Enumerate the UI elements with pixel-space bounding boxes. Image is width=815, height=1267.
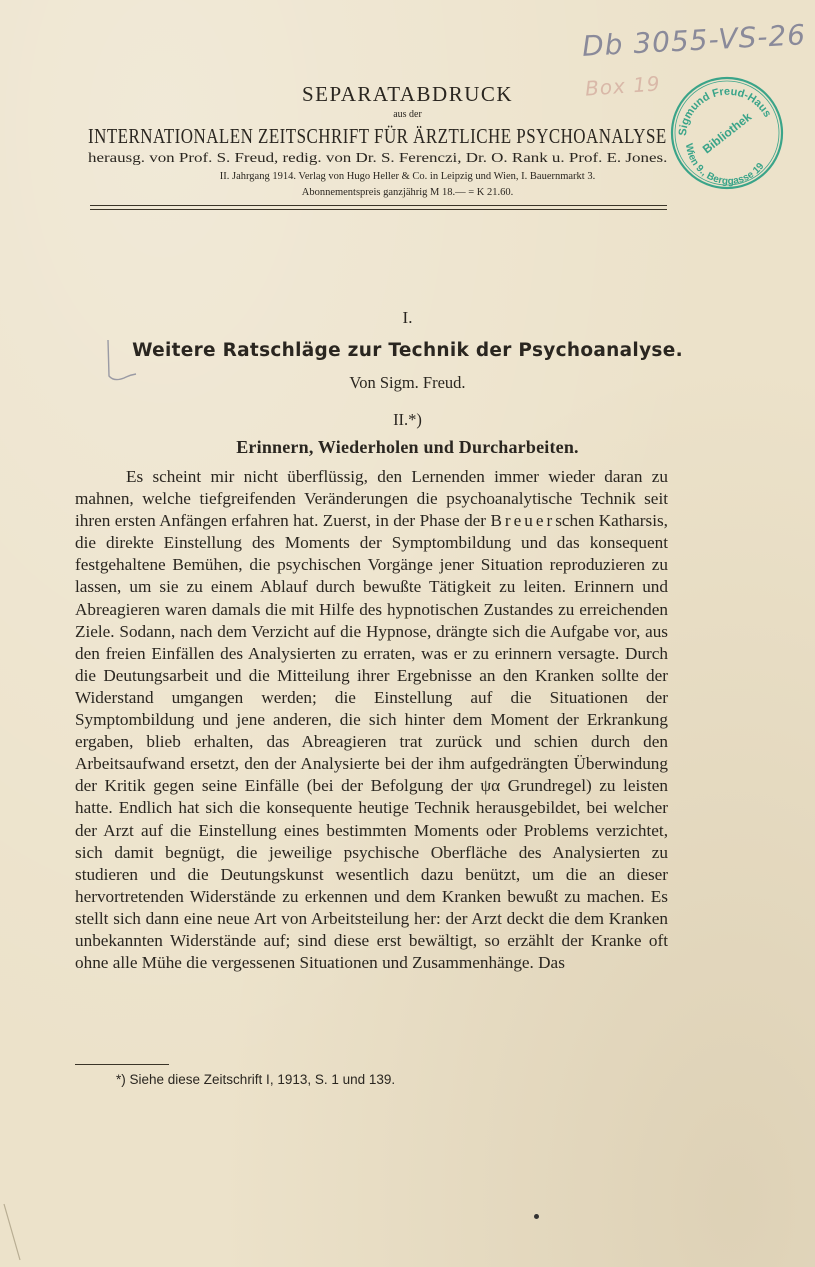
article-title: Weitere Ratschläge zur Technik der Psychoanalyse.	[132, 340, 683, 361]
body-text-part-2: schen Katharsis, die direkte Einstellung des Moments der Symptombildung und das konsequent festgehaltene Bemühen, die psychischen Vorgänge jener Situation reproduzieren zu lassen, um sie zu einem Ablauf durch bewußte Tätigkeit zu leiten. Erinnern und Abreagieren waren damals die mit Hilfe des hypnotischen Zustandes zu erreichenden Ziele. Sodann, nach dem Verzicht auf die Hypnose, drängte sich die Aufgabe vor, aus den freien Einfällen des Analysierten zu erraten, was er zu erinnern versagte. Durch die Deutungsarbeit und die Mitteilung ihrer Ergebnisse an den Kranken sollte der Widerstand umgangen werden; die Einstellung auf die Situationen der Symptombildung und jene anderen, die sich hinter dem Moment der Erkrankung ergaben, blieb erhalten, das Abreagieren trat zurück und schien durch den Arbeitsaufwand ersetzt, den der Analysierte bei der ihm aufgedrängten Überwindung der Kritik gegen seine Einfälle (bei der Befolgung der ψα Grundregel) zu leisten hatte. Endlich hat sich die konsequente heutige Technik herausgebildet, bei welcher der Arzt auf die Einstellung eines bestimmten Moments oder Problems verzichtet, sich damit begnügt, die jeweilige psychische Oberfläche des Analysierten zu studieren und die Deutungskunst wesentlich dazu benützt, um die an dieser hervortretenden Widerstände zu erkennen und dem Kranken bewußt zu machen. Es stellt sich dann eine neue Art von Arbeitsteilung her: der Arzt deckt die dem Kranken unbekannten Widerstände auf; sind diese erst bewältigt, so erzählt der Kranke oft ohne alle Mühe die vergessenen Situationen und Zusammenhänge. Das	[75, 511, 668, 973]
body-text-part-1: Es scheint mir nicht überflüssig, den Lernenden immer wieder daran zu mahnen, welche tiefgreifenden Veränderungen die psychoanalytische Technik seit ihren ersten Anfängen erfahren hat. Zuerst, in der Phase der	[75, 467, 668, 531]
journal-title: INTERNATIONALEN ZEITSCHRIFT FÜR ÄRZTLICHE PSYCHOANALYSE	[88, 124, 667, 148]
paper-edge-mark	[0, 1200, 24, 1267]
journal-editors: herausg. von Prof. S. Freud, redig. von Dr. S. Ferenczi, Dr. O. Rank u. Prof. E. Jones.	[88, 151, 668, 166]
stamp-top-text: Sigmund Freud-Haus	[676, 85, 774, 137]
body-name-breuer: Breuer	[490, 511, 556, 531]
offprint-heading: SEPARATABDRUCK	[301, 82, 514, 106]
section-number: I.	[402, 308, 413, 327]
body-text	[75, 466, 668, 974]
journal-subscription: Abonnementspreis ganzjährig M 18.— = K 21.60.	[301, 187, 514, 198]
header-rule-top	[90, 205, 667, 206]
header-rule-bottom	[90, 209, 667, 210]
article-author: Von Sigm. Freud.	[349, 373, 466, 392]
article-subtitle: Erinnern, Wiederholen und Durcharbeiten.	[236, 437, 579, 457]
footnote: *) Siehe diese Zeitschrift I, 1913, S. 1 und 139.	[116, 1072, 396, 1087]
part-number: II.*)	[393, 410, 422, 429]
handwritten-box-note: Box 19	[584, 71, 662, 101]
offprint-aus-der: aus der	[393, 109, 422, 120]
stamp-bottom-text: Wien 9., Berggasse 19	[682, 142, 767, 188]
handwritten-call-number: Db 3055-VS-26	[581, 18, 807, 63]
journal-publisher: II. Jahrgang 1914. Verlag von Hugo Heller & Co. in Leipzig und Wien, I. Bauernmarkt 3.	[219, 171, 596, 182]
ink-dot	[534, 1214, 539, 1219]
footnote-rule	[75, 1064, 169, 1065]
body-paragraph	[75, 466, 668, 974]
stamp-middle-text: Bibliothek	[699, 109, 755, 157]
